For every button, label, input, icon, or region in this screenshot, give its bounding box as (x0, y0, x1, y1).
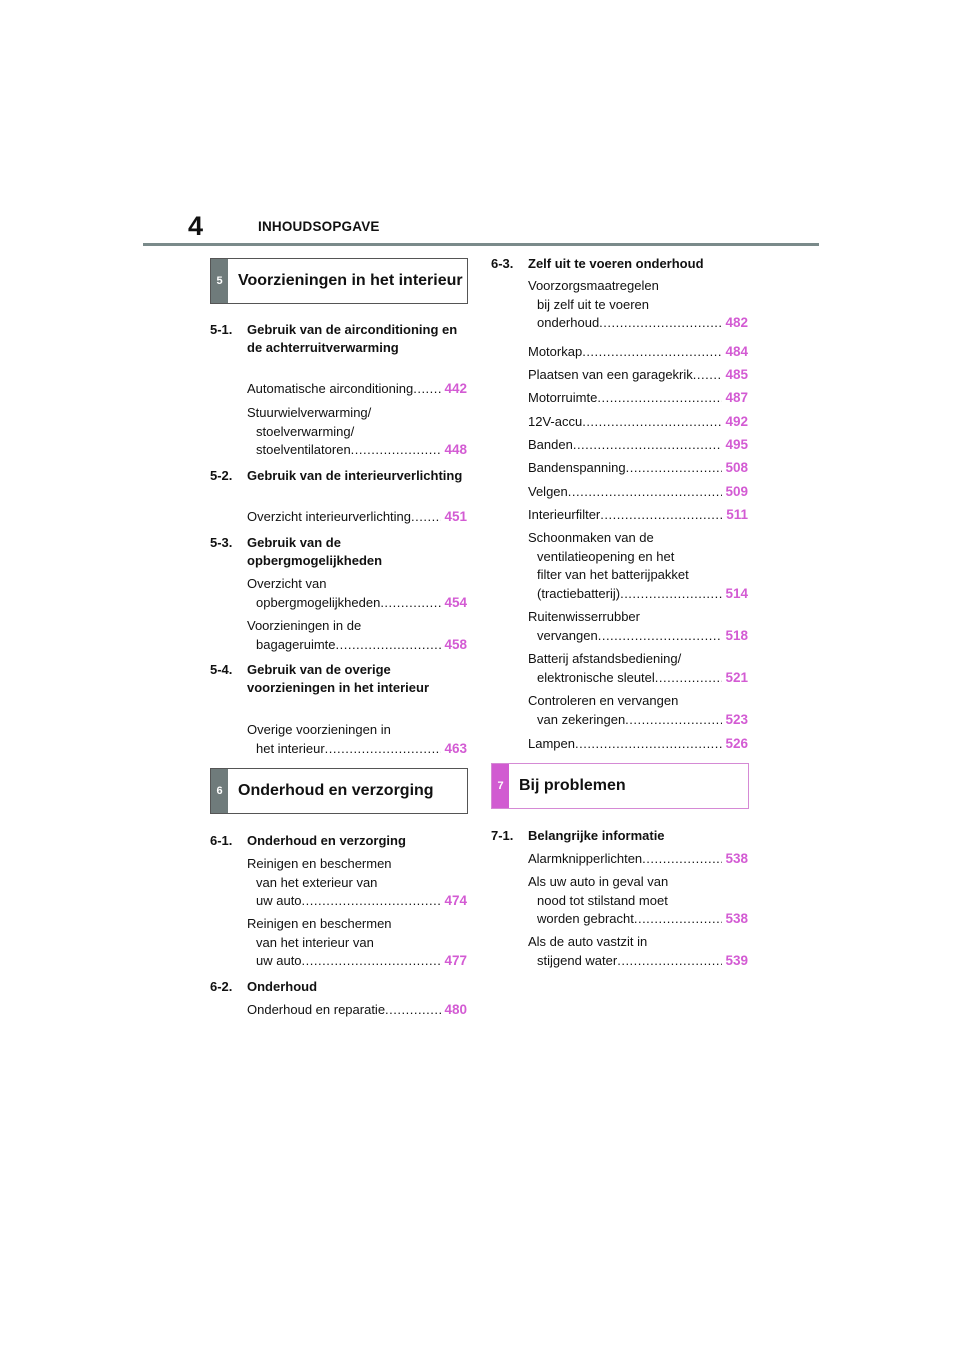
section-title: Zelf uit te voeren onderhoud (528, 256, 704, 271)
toc-page-number[interactable]: 477 (444, 953, 467, 968)
section-title: Belangrijke informatie (528, 828, 665, 843)
toc-entry[interactable] (528, 459, 748, 478)
dot-leader (575, 735, 722, 754)
dot-leader (413, 380, 441, 399)
dot-leader (380, 594, 441, 613)
toc-entry[interactable] (528, 608, 748, 645)
section-number: 6-1. (210, 833, 233, 848)
toc-entry[interactable] (528, 483, 748, 502)
toc-page-number[interactable]: 538 (725, 851, 748, 866)
toc-entry-text: van zekeringen (537, 711, 626, 727)
section-title: Gebruik van de interieurverlichting (247, 468, 463, 483)
toc-entry-text: bagageruimte (256, 636, 336, 652)
toc-entry-text: Banden (528, 437, 573, 452)
toc-page-number[interactable]: 463 (444, 740, 467, 756)
dot-leader (597, 389, 722, 408)
toc-entry[interactable] (528, 933, 748, 970)
dot-leader (617, 952, 722, 971)
toc-entry-text: Lampen (528, 736, 575, 751)
toc-entry-text: Reinigen en beschermen (247, 856, 392, 871)
toc-entry[interactable] (528, 850, 748, 869)
section-number: 6-2. (210, 979, 233, 994)
toc-page-number[interactable]: 539 (725, 952, 748, 968)
dot-leader (582, 413, 722, 432)
toc-entry[interactable] (528, 735, 748, 754)
section-number: 6-3. (491, 256, 514, 271)
toc-entry-text: Automatische airconditioning (247, 381, 414, 396)
toc-entry-text: ventilatieopening en het (537, 548, 675, 564)
toc-page-number[interactable]: 480 (444, 1002, 467, 1017)
section-title: Gebruik van de opbergmogelijkheden (247, 535, 383, 568)
toc-entry-text: (tractiebatterij) (537, 585, 621, 601)
toc-entry-text: Interieurfilter (528, 507, 601, 522)
dot-leader (598, 627, 723, 646)
dot-leader (336, 636, 442, 655)
toc-entry[interactable] (528, 343, 748, 362)
toc-page-number[interactable]: 485 (725, 367, 748, 382)
toc-entry[interactable] (247, 855, 467, 911)
dot-leader (634, 910, 723, 929)
dot-leader (411, 508, 441, 527)
toc-page-number[interactable]: 508 (725, 460, 748, 475)
toc-entry-text: Als de auto vastzit in (528, 934, 648, 949)
section-number: 7-1. (491, 828, 514, 843)
dot-leader (573, 436, 723, 455)
section-number: 5-4. (210, 662, 233, 677)
toc-entry[interactable] (528, 366, 748, 385)
toc-entry-text: Schoonmaken van de (528, 530, 654, 545)
toc-entry-text: het interieur (256, 740, 325, 756)
toc-entry-text: Voorzorgsmaatregelen (528, 278, 659, 293)
chapter-tab: 7 (492, 764, 509, 808)
toc-entry-text: Motorkap (528, 344, 583, 359)
toc-entry[interactable] (528, 692, 748, 729)
dot-leader (385, 1001, 441, 1020)
toc-page-number[interactable]: 509 (725, 484, 748, 499)
header-divider (143, 243, 819, 246)
toc-entry[interactable] (247, 915, 467, 971)
toc-page-number[interactable]: 514 (725, 585, 748, 601)
toc-entry[interactable] (528, 529, 748, 603)
toc-entry-text: van het interieur van (256, 934, 374, 950)
toc-entry[interactable] (247, 1001, 467, 1020)
toc-entry[interactable] (528, 436, 748, 455)
dot-leader (693, 366, 723, 385)
toc-page-number[interactable]: 487 (725, 390, 748, 405)
toc-entry-text: stoelventilatoren (256, 442, 351, 457)
toc-entry-text: Batterij afstandsbediening/ (528, 651, 682, 666)
toc-entry[interactable] (528, 873, 748, 929)
toc-page-number[interactable]: 484 (725, 344, 748, 359)
dot-leader (625, 711, 722, 730)
toc-page-number[interactable]: 454 (444, 594, 467, 610)
toc-entry[interactable] (528, 277, 748, 333)
toc-entry-text: Velgen (528, 484, 568, 499)
toc-entry[interactable] (247, 721, 467, 758)
toc-entry-text: Motorruimte (528, 390, 598, 405)
toc-entry-text: Overzicht interieurverlichting (247, 509, 412, 524)
toc-entry-text: filter van het batterijpakket (537, 567, 689, 582)
toc-page-number[interactable]: 474 (444, 893, 467, 908)
section-title: Gebruik van de airconditioning en de achterruitverwarming (247, 322, 458, 355)
toc-entry-text: 12V-accu (528, 414, 583, 429)
dot-leader (599, 314, 722, 333)
toc-entry-text: elektronische sleutel (537, 669, 655, 685)
toc-entry-text: vervangen (537, 627, 598, 643)
toc-entry-text: bij zelf uit te voeren (537, 296, 650, 312)
dot-leader (620, 585, 722, 604)
dot-leader (655, 669, 723, 688)
dot-leader (351, 441, 442, 460)
toc-page-number[interactable]: 448 (444, 442, 467, 457)
toc-entry-text: Als uw auto in geval van (528, 874, 669, 889)
toc-entry-text: stoelverwarming/ (256, 423, 355, 439)
toc-entry-text: nood tot stilstand moet (537, 892, 668, 908)
toc-entry-text: Bandenspanning (528, 460, 626, 475)
toc-entry-text: van het exterieur van (256, 874, 378, 890)
toc-entry-text: Controleren en vervangen (528, 693, 679, 708)
toc-page-number[interactable]: 518 (725, 627, 748, 643)
section-title: Onderhoud en verzorging (247, 833, 406, 848)
toc-entry-text: Overige voorzieningen in (247, 722, 391, 737)
dot-leader (302, 892, 442, 911)
toc-page-number[interactable]: 526 (725, 736, 748, 751)
toc-page-number[interactable]: 523 (725, 711, 748, 727)
toc-page-number[interactable]: 495 (725, 437, 748, 452)
toc-entry[interactable] (528, 506, 748, 525)
toc-page-number[interactable]: 451 (444, 509, 467, 524)
toc-page-number[interactable]: 482 (725, 315, 748, 330)
toc-entry-text: uw auto (256, 893, 302, 908)
toc-entry[interactable] (528, 389, 748, 408)
page-number: 4 (188, 211, 204, 241)
chapter-tab: 5 (211, 259, 228, 303)
dot-leader (626, 459, 723, 478)
section-title: Onderhoud (247, 979, 318, 994)
toc-entry-text: Overzicht van (247, 576, 327, 591)
section-title: Gebruik van de overige voorzieningen in het interieur (247, 662, 430, 695)
toc-entry-text: worden gebracht (537, 911, 634, 926)
toc-page-number[interactable]: 521 (725, 669, 748, 685)
toc-page-number[interactable]: 492 (725, 414, 748, 429)
dot-leader (600, 506, 723, 525)
toc-entry-text: Voorzieningen in de (247, 618, 362, 633)
chapter-7-heading[interactable] (491, 763, 749, 809)
toc-entry-text: Ruitenwisserrubber (528, 609, 640, 624)
toc-entry-text: Reinigen en beschermen (247, 916, 392, 931)
toc-entry[interactable] (528, 650, 748, 687)
dot-leader (302, 952, 442, 971)
page-header-title: INHOUDSOPGAVE (258, 219, 380, 234)
chapter-title: Voorzieningen in het interieur (238, 272, 463, 289)
dot-leader (582, 343, 722, 362)
dot-leader (642, 850, 722, 869)
toc-entry-text: uw auto (256, 953, 302, 968)
toc-entry[interactable] (528, 413, 748, 432)
toc-page-number[interactable]: 442 (444, 381, 467, 396)
dot-leader (568, 483, 723, 502)
section-number: 5-2. (210, 468, 233, 483)
toc-entry-text: onderhoud (537, 315, 600, 330)
toc-entry[interactable] (247, 508, 467, 527)
toc-entry-text: stijgend water (537, 952, 618, 968)
chapter-5-heading[interactable] (210, 258, 468, 304)
toc-entry[interactable] (247, 404, 467, 460)
toc-page-number[interactable]: 511 (726, 507, 748, 522)
toc-entry-text: Plaatsen van een garagekrik (528, 367, 693, 382)
toc-entry[interactable] (247, 380, 467, 399)
section-number: 5-3. (210, 535, 233, 550)
chapter-title: Bij problemen (519, 777, 626, 794)
chapter-tab: 6 (211, 769, 228, 813)
toc-page-number[interactable]: 458 (444, 636, 467, 652)
section-number: 5-1. (210, 322, 233, 337)
toc-page-number[interactable]: 538 (725, 911, 748, 926)
toc-entry-text: Stuurwielverwarming/ (247, 405, 372, 420)
toc-entry-text: Alarmknipperlichten (528, 851, 643, 866)
toc-entry-text: Onderhoud en reparatie (247, 1002, 386, 1017)
chapter-6-heading[interactable] (210, 768, 468, 814)
toc-entry[interactable] (247, 617, 467, 654)
toc-entry[interactable] (247, 575, 467, 612)
chapter-title: Onderhoud en verzorging (238, 782, 434, 799)
dot-leader (325, 740, 442, 759)
toc-entry-text: opbergmogelijkheden (256, 594, 381, 610)
